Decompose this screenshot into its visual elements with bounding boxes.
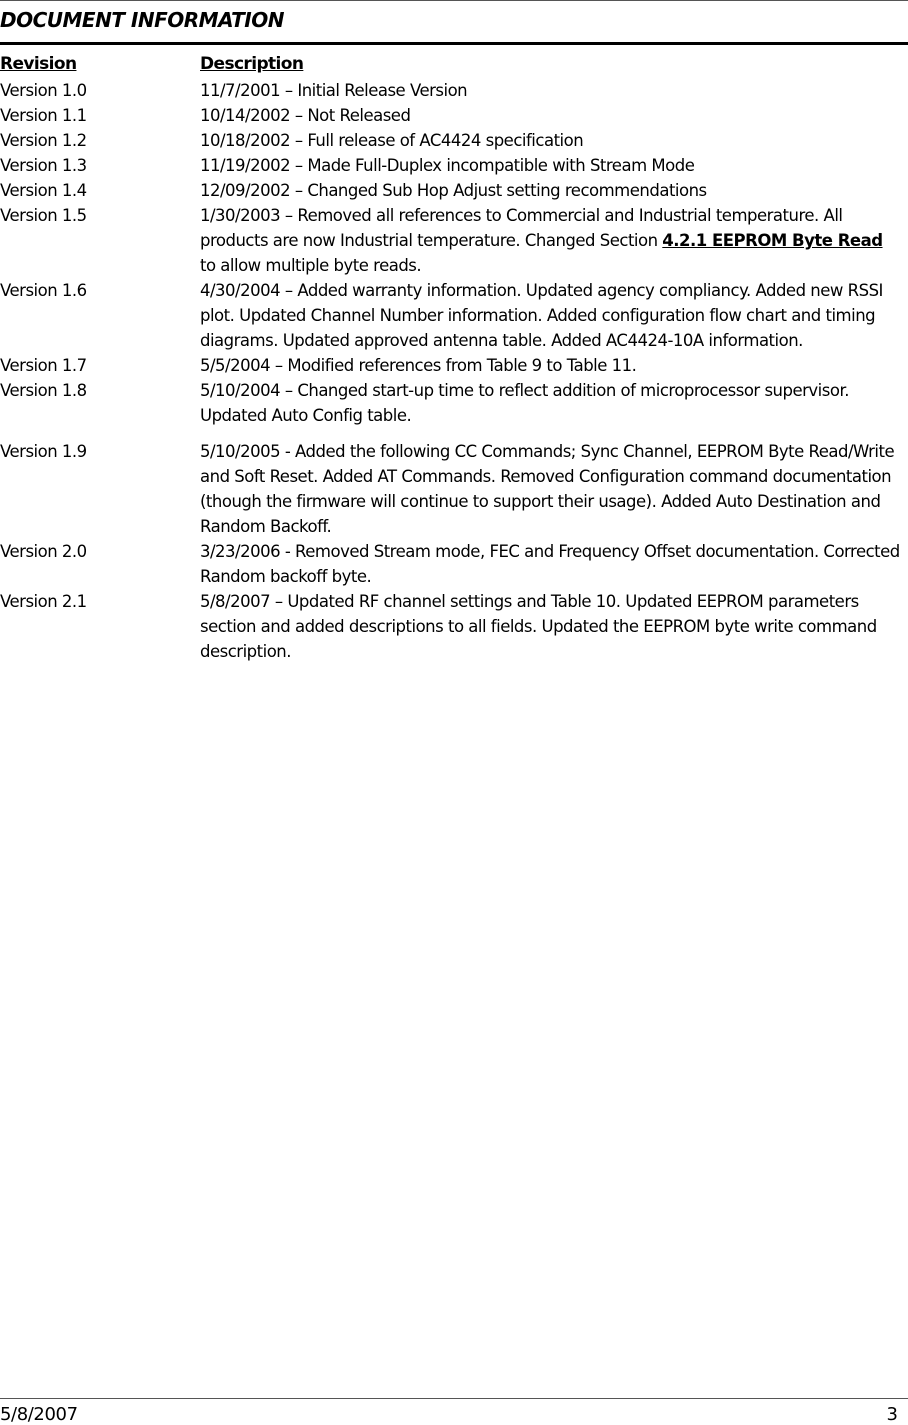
revision-version: Version 2.0 [0,542,87,561]
revision-description: 5/5/2004 – Modified references from Table 9 to Table 11. [200,356,637,375]
revision-description: 11/19/2002 – Made Full-Duplex incompatible with Stream Mode [200,156,695,175]
revision-description [200,203,900,278]
footer-divider [0,1398,908,1399]
revision-row [0,378,908,428]
revision-description: 12/09/2002 – Changed Sub Hop Adjust setting recommendations [200,181,707,200]
revision-version: Version 1.9 [0,442,87,461]
revision-row [0,439,908,539]
revision-row [0,539,908,589]
revision-row [0,78,908,103]
revision-description: 5/8/2007 – Updated RF channel settings and Table 10. Updated EEPROM parameters section and added descriptions to all fields. Updated the EEPROM byte write command description. [200,592,877,661]
description-column-header: Description [200,54,304,74]
revision-column-header: Revision [0,54,77,74]
revision-version: Version 1.3 [0,156,87,175]
revision-row [0,589,908,664]
revision-row [0,353,908,378]
revision-version: Version 2.1 [0,592,87,611]
revision-description: 5/10/2005 - Added the following CC Commands; Sync Channel, EEPROM Byte Read/Write and Soft Reset. Added AT Commands. Removed Configuration command documentation (though the firmware will continue to support their usage). Added Auto Destination and Random Backoff. [200,442,895,536]
revision-description-text: 1/30/2003 – Removed all references to Commercial and Industrial temperature. All products are now Industrial temperature. Changed Section [200,206,843,250]
revision-description-text: to allow multiple byte reads. [200,256,422,275]
revision-version: Version 1.7 [0,356,87,375]
revision-history-list [0,78,908,664]
revision-row [0,203,908,278]
revision-version: Version 1.1 [0,106,87,125]
revision-version: Version 1.6 [0,281,87,300]
revision-row [0,178,908,203]
revision-row [0,128,908,153]
revision-description: 10/14/2002 – Not Released [200,106,411,125]
revision-description: 5/10/2004 – Changed start-up time to reflect addition of microprocessor supervisor. Updated Auto Config table. [200,381,849,425]
revision-version: Version 1.5 [0,206,87,225]
revision-description: 10/18/2002 – Full release of AC4424 specification [200,131,584,150]
top-divider [0,0,908,1]
revision-version: Version 1.8 [0,381,87,400]
revision-version: Version 1.4 [0,181,87,200]
column-headers [0,54,908,78]
title-underline [0,42,908,45]
page-number: 3 [886,1404,898,1425]
section-reference-link[interactable]: 4.2.1 EEPROM Byte Read [662,231,883,250]
footer-date: 5/8/2007 [0,1404,78,1425]
revision-row [0,153,908,178]
revision-row [0,278,908,353]
revision-description: 3/23/2006 - Removed Stream mode, FEC and Frequency Offset documentation. Corrected Random backoff byte. [200,542,900,586]
revision-description: 11/7/2001 – Initial Release Version [200,81,468,100]
revision-version: Version 1.0 [0,81,87,100]
revision-description: 4/30/2004 – Added warranty information. Updated agency compliancy. Added new RSSI plot. Updated Channel Number information. Added configuration flow chart and timing diagrams. Updated approved antenna table. Added AC4424-10A information. [200,281,883,350]
revision-version: Version 1.2 [0,131,87,150]
revision-row [0,103,908,128]
page-title: DOCUMENT INFORMATION [0,8,284,32]
